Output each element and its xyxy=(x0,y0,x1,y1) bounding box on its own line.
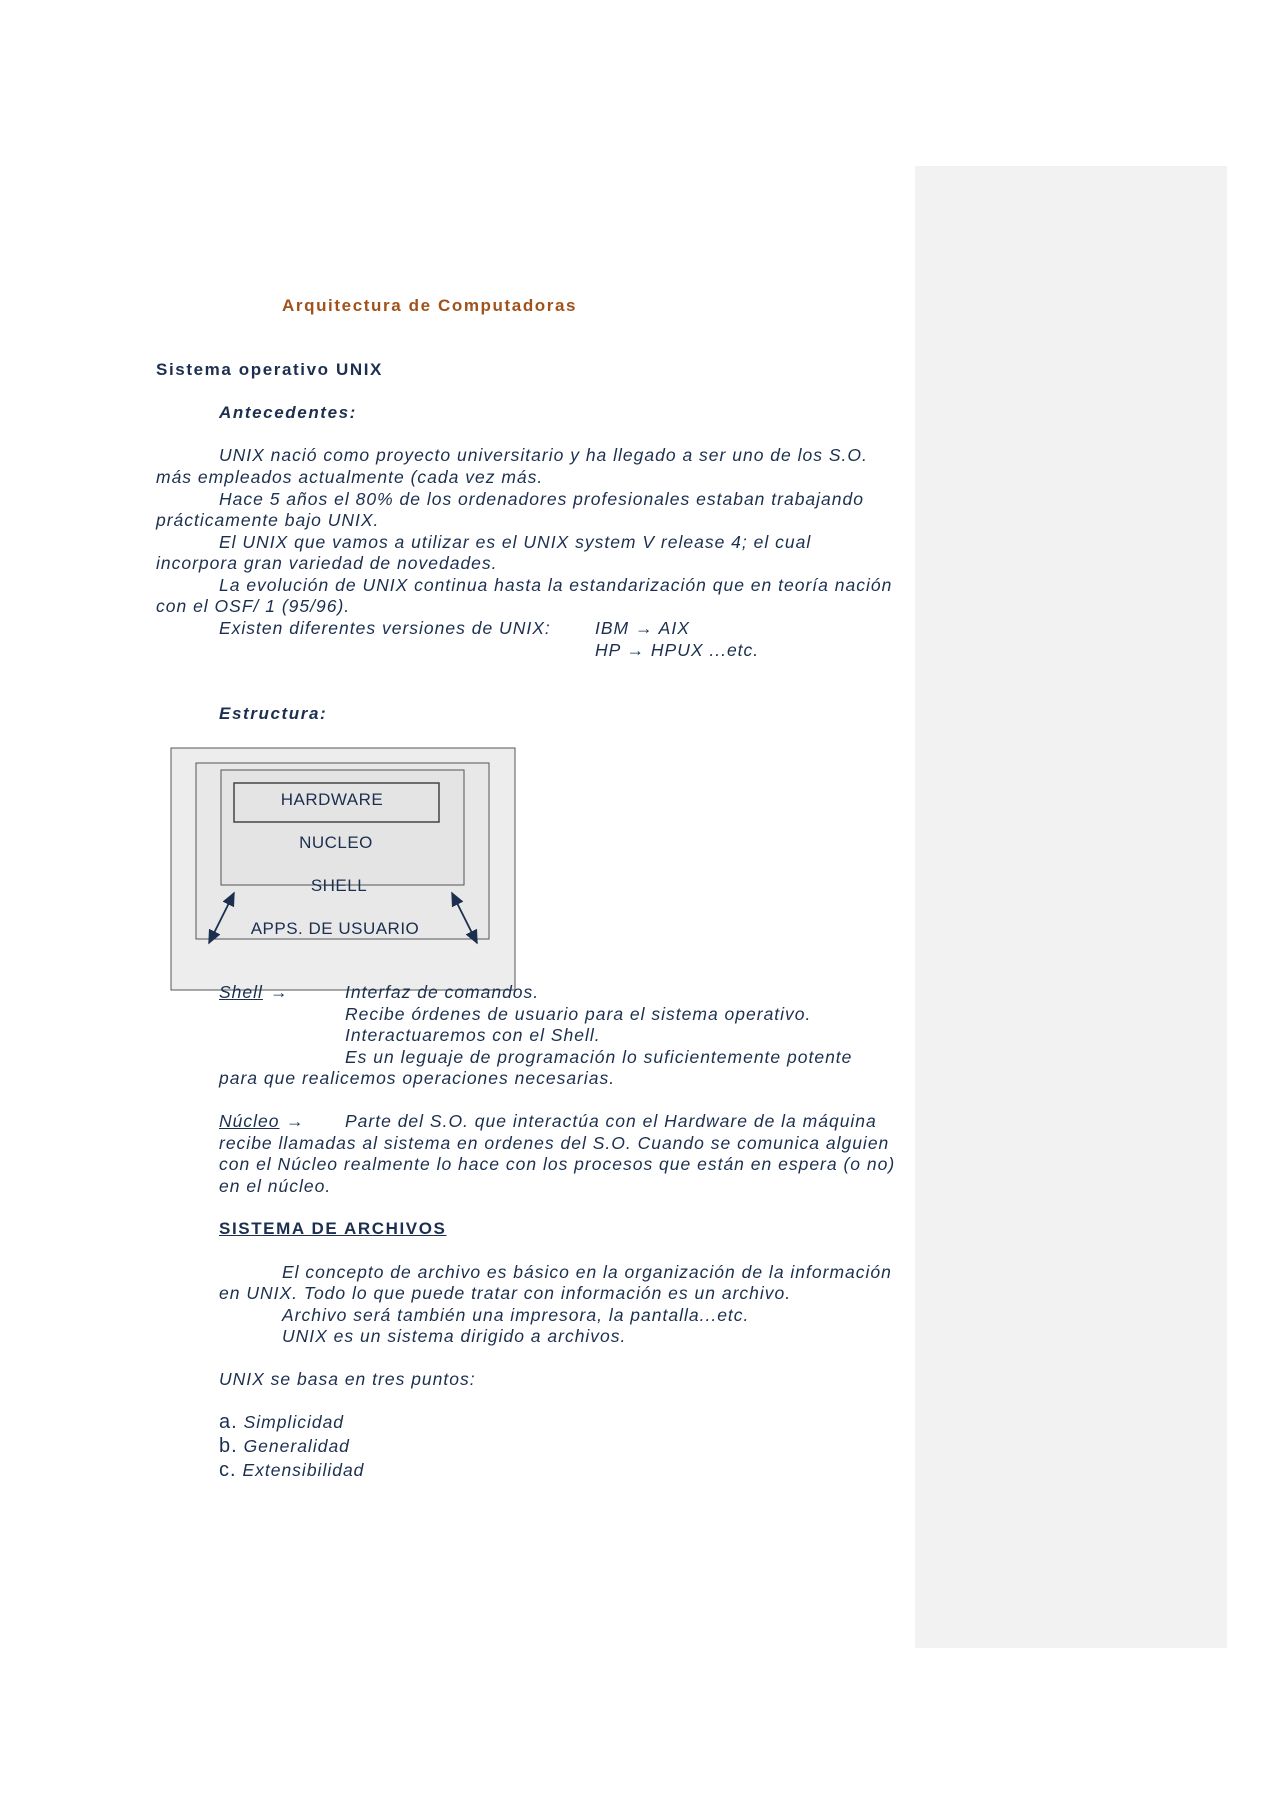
antecedentes-line: La evolución de UNIX continua hasta la estandarización que en teoría nación xyxy=(219,575,893,595)
nucleo-line: con el Núcleo realmente lo hace con los procesos que están en espera (o no) xyxy=(219,1154,896,1174)
list-marker: c. xyxy=(219,1459,237,1481)
section-title: Sistema operativo UNIX xyxy=(156,360,383,379)
nucleo-line: Parte del S.O. que interactúa con el Hardware de la máquina xyxy=(345,1111,877,1131)
nucleo-line: en el núcleo. xyxy=(219,1176,332,1196)
points-intro: UNIX se basa en tres puntos: xyxy=(219,1369,476,1389)
version-item: HP → HPUX ...etc. xyxy=(595,640,760,660)
antecedentes-line: con el OSF/ 1 (95/96). xyxy=(156,596,351,616)
antecedentes-line: incorpora gran variedad de novedades. xyxy=(156,553,498,573)
list-marker: a. xyxy=(219,1411,238,1433)
antecedentes-heading: Antecedentes: xyxy=(219,403,357,422)
shell-term: Shell xyxy=(219,982,263,1002)
list-item xyxy=(219,1460,364,1482)
list-item xyxy=(219,1436,350,1458)
antecedentes-line: UNIX nació como proyecto universitario y ha llegado a ser uno de los S.O. xyxy=(219,445,868,465)
shell-line: Interactuaremos con el Shell. xyxy=(345,1025,601,1045)
layer-label: NUCLEO xyxy=(299,833,373,852)
shell-line: para que realicemos operaciones necesarias. xyxy=(219,1068,616,1088)
list-item-text: Generalidad xyxy=(243,1436,350,1456)
estructura-heading: Estructura: xyxy=(219,704,328,723)
archivos-line: UNIX es un sistema dirigido a archivos. xyxy=(282,1326,627,1346)
nucleo-line: recibe llamadas al sistema en ordenes del S.O. Cuando se comunica alguien xyxy=(219,1133,890,1153)
document-title: Arquitectura de Computadoras xyxy=(282,296,578,315)
shell-line: Es un leguaje de programación lo suficientemente potente xyxy=(345,1047,853,1067)
list-item-text: Extensibilidad xyxy=(242,1460,365,1480)
layer-label: APPS. DE USUARIO xyxy=(250,919,420,938)
antecedentes-line: prácticamente bajo UNIX. xyxy=(156,510,380,530)
archivos-heading: SISTEMA DE ARCHIVOS xyxy=(219,1219,447,1238)
shell-arrow-icon: → xyxy=(270,982,289,1002)
antecedentes-line: El UNIX que vamos a utilizar es el UNIX system V release 4; el cual xyxy=(219,532,812,552)
layer-label: HARDWARE xyxy=(280,790,384,809)
antecedentes-line: más empleados actualmente (cada vez más. xyxy=(156,467,544,487)
list-marker: b. xyxy=(219,1435,238,1457)
nucleo-term: Núcleo xyxy=(219,1111,280,1131)
antecedentes-line: Hace 5 años el 80% de los ordenadores profesionales estaban trabajando xyxy=(219,489,864,509)
archivos-line: en UNIX. Todo lo que puede tratar con información es un archivo. xyxy=(219,1283,792,1303)
shell-line: Recibe órdenes de usuario para el sistema operativo. xyxy=(345,1004,812,1024)
archivos-line: Archivo será también una impresora, la pantalla...etc. xyxy=(282,1305,750,1325)
list-item-text: Simplicidad xyxy=(243,1412,345,1432)
antecedentes-line: Existen diferentes versiones de UNIX: xyxy=(219,618,551,638)
list-item xyxy=(219,1412,344,1434)
shell-line: Interfaz de comandos. xyxy=(345,982,540,1002)
archivos-line: El concepto de archivo es básico en la organización de la información xyxy=(282,1262,892,1282)
layer-label: SHELL xyxy=(310,876,368,895)
version-item: IBM → AIX xyxy=(595,618,690,638)
nucleo-arrow-icon: → xyxy=(286,1111,305,1131)
